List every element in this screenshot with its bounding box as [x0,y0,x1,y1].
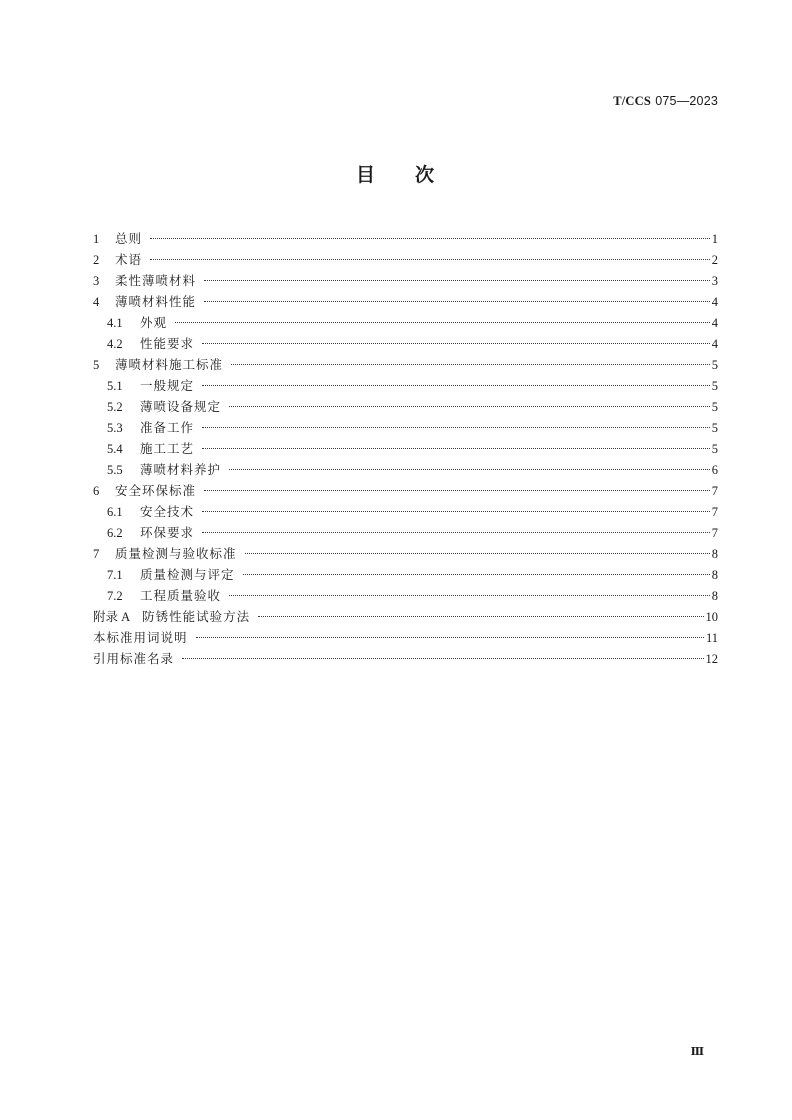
toc-entry-page: 4 [711,337,718,351]
toc-entry-title: 防锈性能试验方法 [142,609,251,624]
toc-leader-dots [202,427,710,428]
toc-entry[interactable] [93,396,718,417]
toc-entry-number: 4 [93,295,100,309]
toc-entry-title: 准备工作 [140,420,195,435]
toc-leader-dots [196,637,704,638]
toc-leader-dots [231,364,710,365]
toc-leader-dots [175,322,710,323]
toc-entry-title: 施工工艺 [140,441,195,456]
toc-leader-dots [243,574,710,575]
toc-entry-number: 5.2 [107,400,123,414]
toc-entry[interactable] [93,648,718,669]
toc-leader-dots [202,343,710,344]
toc-leader-dots [245,553,710,554]
toc-entry-title: 柔性薄喷材料 [115,273,197,288]
toc-entry-number: 7 [93,547,100,561]
toc-entry-number: 7.2 [107,589,123,603]
toc-entry-page: 5 [711,400,718,414]
toc-title [0,160,792,187]
toc-entry-title: 质量检测与评定 [140,567,235,582]
toc-entry-number: 1 [93,232,100,246]
toc-entry-page: 6 [711,463,718,477]
toc-leader-dots [202,385,710,386]
toc-entry-title: 总则 [115,231,143,246]
toc-entry-number: 6.1 [107,505,123,519]
toc-leader-dots [202,532,710,533]
toc-entry-page: 7 [711,505,718,519]
toc-entry-title: 工程质量验收 [140,588,222,603]
toc-entry-title: 薄喷材料养护 [140,462,222,477]
toc-leader-dots [204,280,710,281]
toc-entry[interactable] [93,522,718,543]
toc-entry-title: 薄喷材料性能 [115,294,197,309]
toc-leader-dots [150,238,710,239]
toc-entry-title: 环保要求 [140,525,195,540]
toc-leader-dots [202,448,710,449]
toc-entry[interactable] [93,249,718,270]
toc-entry-number: 5 [93,358,100,372]
toc-leader-dots [204,490,710,491]
toc-entry-page: 8 [711,568,718,582]
toc-entry[interactable] [93,564,718,585]
toc-title-left: 目 [355,164,377,186]
toc-entry-title: 安全环保标准 [115,483,197,498]
toc-entry-title: 薄喷设备规定 [140,399,222,414]
toc-entry-title: 质量检测与验收标准 [115,546,237,561]
toc-entry-number: 4.2 [107,337,123,351]
page-number: Ⅲ [690,1046,704,1058]
toc-entry-number: 6.2 [107,526,123,540]
toc-entry-page: 7 [711,484,718,498]
toc-entry[interactable] [93,375,718,396]
toc-entry-page: 5 [711,421,718,435]
toc-entry-page: 12 [705,652,718,666]
toc-entry-page: 11 [705,631,718,645]
toc-entry-page: 1 [711,232,718,246]
toc-entry[interactable] [93,585,718,606]
toc-entry-number: 5.1 [107,379,123,393]
toc-entry-title: 性能要求 [140,336,195,351]
toc-entry-number: 3 [93,274,100,288]
toc-leader-dots [229,469,710,470]
toc-entry-number: 5.4 [107,442,123,456]
toc-entry-number: 6 [93,484,100,498]
toc-entry-title: 外观 [140,315,168,330]
toc-entry-page: 4 [711,316,718,330]
toc-entry-title: 安全技术 [140,504,195,519]
toc-entry[interactable] [93,627,718,648]
toc-entry[interactable] [93,270,718,291]
toc-leader-dots [202,511,710,512]
toc-entry-page: 7 [711,526,718,540]
toc-entry-number: 5.5 [107,463,123,477]
standard-code [613,93,718,109]
toc-entry[interactable] [93,438,718,459]
toc-entry[interactable] [93,228,718,249]
toc-entry-page: 5 [711,379,718,393]
toc-entry[interactable] [93,501,718,522]
toc-entry-number: 4.1 [107,316,123,330]
toc-entry-number: 2 [93,253,100,267]
toc-entry[interactable] [93,606,718,627]
toc-entry-page: 5 [711,442,718,456]
toc-entry[interactable] [93,354,718,375]
toc-entry-title: 引用标准名录 [93,651,175,666]
toc-leader-dots [229,406,710,407]
toc-leader-dots [150,259,710,260]
toc-entry-page: 3 [711,274,718,288]
toc-entry-number: 附录 A [93,610,131,624]
standard-number: 075—2023 [655,94,718,108]
toc-entry-page: 8 [711,589,718,603]
toc-leader-dots [258,616,703,617]
toc-leader-dots [229,595,710,596]
toc-entry[interactable] [93,543,718,564]
toc-entry[interactable] [93,480,718,501]
toc-entry-page: 10 [705,610,718,624]
toc-entry-number: 7.1 [107,568,123,582]
toc-entry[interactable] [93,291,718,312]
toc-entry-title: 术语 [115,252,143,267]
toc-entry[interactable] [93,417,718,438]
toc-entry-title: 薄喷材料施工标准 [115,357,224,372]
toc-entry-number: 5.3 [107,421,123,435]
toc-entry-page: 2 [711,253,718,267]
toc-leader-dots [204,301,710,302]
toc-entry-title: 一般规定 [140,378,195,393]
toc-entry-page: 5 [711,358,718,372]
toc-leader-dots [182,658,703,659]
toc-entry[interactable] [93,459,718,480]
toc-entry-page: 8 [711,547,718,561]
toc-title-right: 次 [415,164,437,186]
toc-entry[interactable] [93,312,718,333]
toc-entry-page: 4 [711,295,718,309]
toc-entry[interactable] [93,333,718,354]
toc-entry-title: 本标准用词说明 [93,630,188,645]
table-of-contents [93,228,718,669]
standard-prefix: T/CCS [613,94,652,108]
